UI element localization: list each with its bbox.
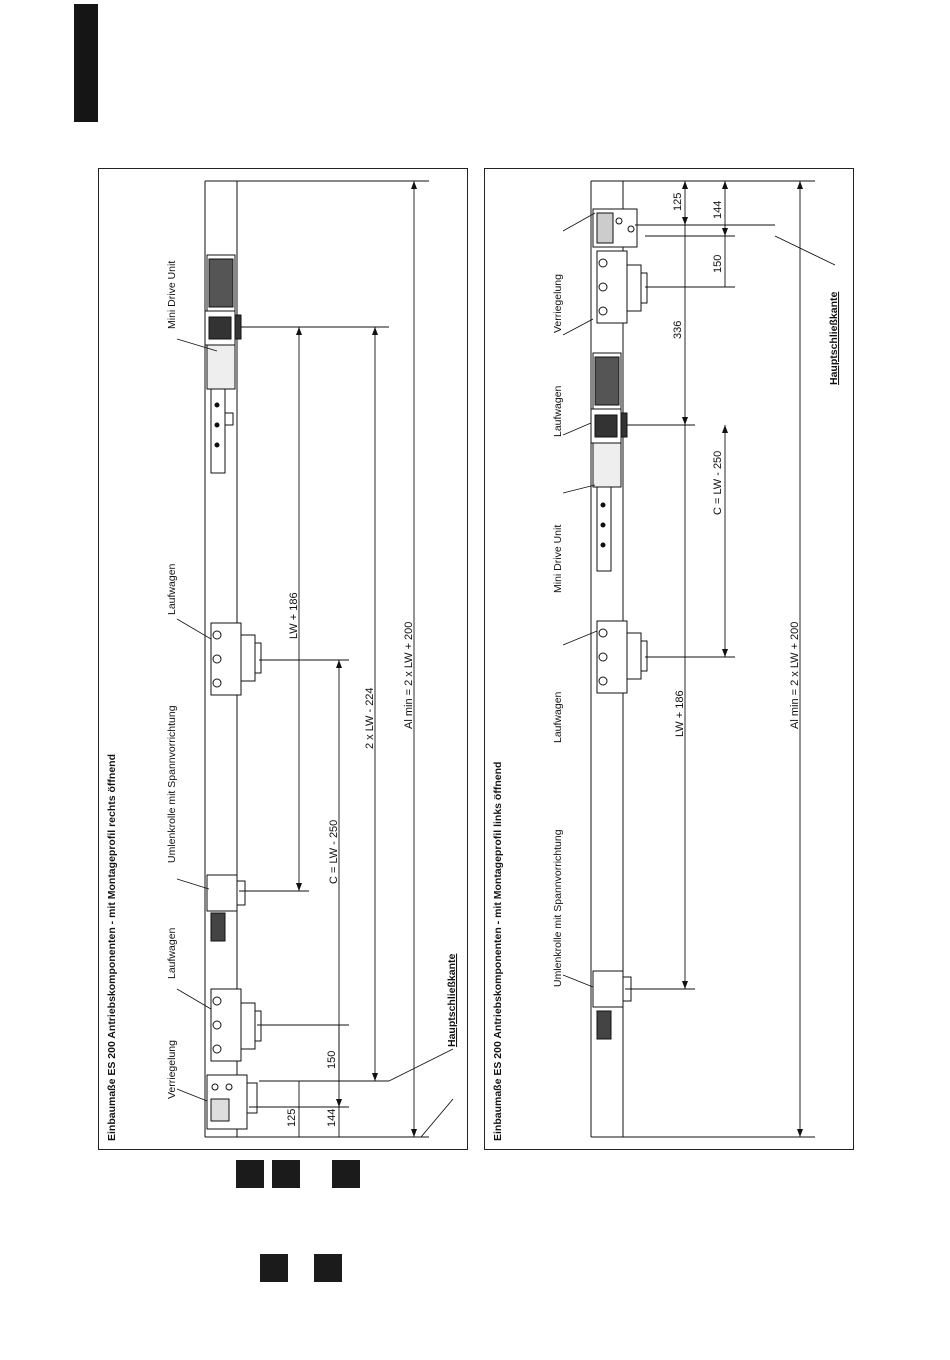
label-mini-drive-unit: Mini Drive Unit (166, 260, 178, 329)
label-verriegelung: Verriegelung (166, 1040, 178, 1099)
dim-al-min: Al min = 2 x LW + 200 (403, 621, 415, 729)
laufwagen-2-drawing (211, 623, 261, 695)
verriegelung-drawing (207, 1075, 257, 1129)
panel-left-title: Einbaumaße ES 200 Antriebskomponenten - mit Montageprofil links öffnend (492, 761, 504, 1141)
marker-square (260, 1254, 288, 1282)
diagram-right-opening (99, 169, 467, 1149)
marker-square (332, 1160, 360, 1188)
dim-lw-186: LW + 186 (288, 592, 300, 639)
marker-square (314, 1254, 342, 1282)
dim-125: 125 (672, 192, 684, 211)
edge-label: Hauptschließkante (828, 291, 840, 385)
laufwagen-1-drawing (597, 621, 647, 693)
marker-square (236, 1160, 264, 1188)
label-umlenkrolle: Umlenkrolle mit Spannvorrichtung (552, 829, 564, 987)
laufwagen-1-drawing (211, 989, 261, 1061)
dim-lw-186: LW + 186 (674, 690, 686, 737)
dim-150: 150 (326, 1050, 338, 1069)
dim-144: 144 (326, 1108, 338, 1127)
label-laufwagen-1: Laufwagen (166, 927, 178, 979)
dim-144: 144 (712, 200, 724, 219)
section-tab (74, 4, 98, 122)
panel-right-opening (98, 168, 468, 1150)
label-laufwagen-2: Laufwagen (552, 385, 564, 437)
dim-125: 125 (286, 1108, 298, 1127)
dim-c: C = LW - 250 (328, 819, 340, 884)
mini-drive-unit-drawing (591, 353, 627, 571)
label-verriegelung: Verriegelung (552, 274, 564, 333)
mini-drive-unit-drawing (205, 255, 241, 473)
panel-right-title: Einbaumaße ES 200 Antriebskomponenten - mit Montageprofil rechts öffnend (106, 754, 118, 1141)
umlenkrolle-drawing (593, 971, 631, 1039)
label-mini-drive-unit: Mini Drive Unit (552, 524, 564, 593)
label-laufwagen-1: Laufwagen (552, 691, 564, 743)
edge-label: Hauptschließkante (446, 953, 458, 1047)
verriegelung-drawing (593, 209, 647, 323)
dim-150: 150 (712, 254, 724, 273)
dim-al-min: Al min = 2 x LW + 200 (789, 621, 801, 729)
dim-336: 336 (672, 320, 684, 339)
label-laufwagen-2: Laufwagen (166, 563, 178, 615)
dim-2lw-224: 2 x LW - 224 (364, 687, 376, 749)
umlenkrolle-drawing (207, 875, 245, 941)
dim-c: C = LW - 250 (712, 450, 724, 515)
panel-left-opening (484, 168, 854, 1150)
diagram-left-opening (485, 169, 853, 1149)
label-umlenkrolle: Umlenkrolle mit Spannvorrichtung (166, 705, 178, 863)
marker-square (272, 1160, 300, 1188)
